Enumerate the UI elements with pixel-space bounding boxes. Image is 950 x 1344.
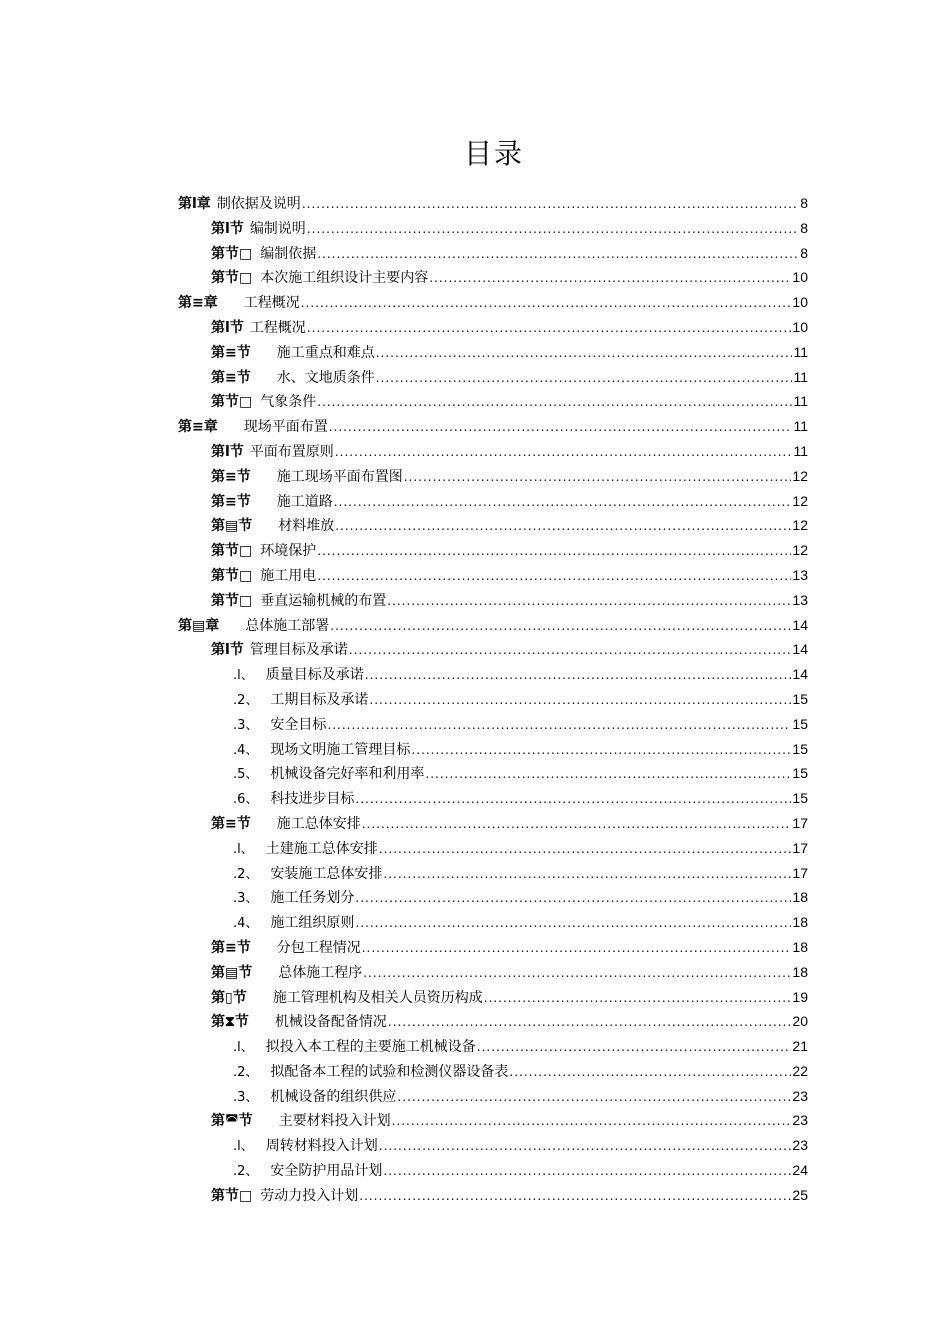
- toc-subsection-entry[interactable]: [178, 761, 808, 786]
- toc-page-number: 18: [792, 889, 808, 906]
- toc-subsection-entry[interactable]: [178, 786, 808, 811]
- toc-page-number: 13: [792, 591, 808, 608]
- toc-entry-title: 机械设备配备情况: [274, 1014, 387, 1031]
- toc-page-number: 12: [792, 467, 808, 484]
- toc-page-number: 15: [792, 740, 808, 757]
- toc-dot-leader: [362, 936, 792, 961]
- toc-section-entry[interactable]: [178, 1009, 808, 1034]
- toc-entry-number: 第节□: [211, 567, 253, 584]
- page-title: 目录: [463, 137, 524, 170]
- toc-dot-leader: [425, 762, 791, 787]
- toc-chapter-entry[interactable]: [178, 414, 808, 439]
- toc-dot-leader: [477, 1035, 792, 1060]
- toc-dot-leader: [307, 316, 792, 341]
- toc-page-number: 23: [792, 1137, 808, 1154]
- toc-dot-leader: [317, 242, 799, 267]
- toc-subsection-entry[interactable]: [178, 885, 808, 910]
- toc-dot-leader: [365, 663, 792, 688]
- toc-entry-title: 现场平面布置: [243, 419, 328, 436]
- toc-entry-number: 第▯节: [211, 989, 247, 1006]
- toc-page-number: 24: [792, 1162, 808, 1179]
- toc-entry-title: 安全目标: [270, 716, 327, 733]
- toc-dot-leader: [363, 961, 791, 986]
- toc-section-entry[interactable]: [178, 985, 808, 1010]
- toc-page-number: 14: [792, 666, 808, 683]
- toc-page-number: 18: [792, 938, 808, 955]
- toc-section-entry[interactable]: [178, 464, 808, 489]
- toc-page-number: 11: [793, 442, 808, 459]
- toc-entry-number: 第◚节: [211, 1113, 253, 1130]
- toc-dot-leader: [369, 688, 791, 713]
- toc-entry-number: 第≡章: [178, 295, 218, 312]
- toc-dot-leader: [379, 1134, 792, 1159]
- toc-section-entry[interactable]: [178, 265, 808, 290]
- toc-page-number: 15: [792, 790, 808, 807]
- toc-section-entry[interactable]: [178, 935, 808, 960]
- toc-page-number: 18: [792, 963, 808, 980]
- toc-entry-number: .5、: [233, 767, 259, 783]
- toc-page-number: 11: [793, 368, 808, 385]
- toc-entry-number: 第节□: [211, 543, 253, 560]
- toc-dot-leader: [335, 440, 793, 465]
- toc-dot-leader: [383, 862, 791, 887]
- toc-dot-leader: [327, 713, 791, 738]
- toc-page-number: 12: [792, 517, 808, 534]
- toc-entry-number: .3、: [233, 891, 259, 907]
- toc-subsection-entry[interactable]: [178, 1059, 808, 1084]
- toc-section-entry[interactable]: [178, 538, 808, 563]
- toc-entry-number: 第节□: [211, 394, 253, 411]
- toc-page-number: 15: [792, 715, 808, 732]
- toc-dot-leader: [359, 1184, 791, 1209]
- toc-page-number: 8: [800, 219, 808, 236]
- toc-entry-title: 管理目标及承诺: [249, 642, 348, 659]
- toc-entry-title: 拟投入本工程的主要施工机械设备: [265, 1039, 476, 1056]
- toc-page-number: 17: [792, 839, 808, 856]
- toc-entry-number: .4、: [233, 742, 259, 758]
- toc-entry-number: .l、: [233, 841, 254, 857]
- toc-chapter-entry[interactable]: [178, 613, 808, 638]
- toc-entry-title: 施工用电: [260, 567, 317, 584]
- toc-entry-number: .l、: [233, 1139, 254, 1155]
- toc-entry-title: 总体施工程序: [278, 964, 363, 981]
- toc-entry-title: 环境保护: [260, 543, 317, 560]
- toc-section-entry[interactable]: [178, 241, 808, 266]
- toc-section-entry[interactable]: [178, 489, 808, 514]
- toc-entry-number: .2、: [233, 1164, 259, 1180]
- toc-entry-number: .l、: [233, 1040, 254, 1056]
- toc-dot-leader: [387, 589, 791, 614]
- toc-dot-leader: [317, 539, 791, 564]
- toc-entry-title: 施工总体安排: [276, 815, 361, 832]
- toc-entry-number: .6、: [233, 792, 259, 808]
- toc-page-number: 12: [792, 492, 808, 509]
- toc-entry-number: 第节□: [211, 270, 253, 287]
- toc-section-entry[interactable]: [178, 513, 808, 538]
- toc-entry-number: 第≡节: [211, 939, 251, 956]
- toc-entry-title: 周转材料投入计划: [265, 1138, 378, 1155]
- toc-entry-title: 平面布置原则: [249, 443, 334, 460]
- toc-dot-leader: [376, 341, 793, 366]
- toc-dot-leader: [335, 514, 791, 539]
- toc-section-entry[interactable]: [178, 389, 808, 414]
- toc-section-entry[interactable]: [178, 365, 808, 390]
- toc-dot-leader: [355, 911, 791, 936]
- toc-subsection-entry[interactable]: [178, 712, 808, 737]
- toc-dot-leader: [383, 1159, 791, 1184]
- toc-entry-number: 第节□: [211, 592, 253, 609]
- toc-dot-leader: [388, 1010, 792, 1035]
- toc-entry-title: 施工管理机构及相关人员资历构成: [272, 989, 483, 1006]
- toc-entry-title: 制依据及说明: [216, 196, 301, 212]
- toc-entry-number: 第≡节: [211, 468, 251, 485]
- toc-page-number: 14: [792, 641, 808, 658]
- toc-entry-number: .3、: [233, 717, 259, 733]
- toc-entry-number: 第l章: [178, 196, 211, 212]
- toc-entry-title: 施工组织原则: [270, 915, 355, 932]
- toc-entry-number: 第l节: [211, 319, 244, 336]
- toc-chapter-entry[interactable]: [178, 290, 808, 315]
- toc-section-entry[interactable]: [178, 315, 808, 340]
- toc-section-entry[interactable]: [178, 588, 808, 613]
- toc-dot-leader: [429, 266, 791, 291]
- toc-entry-title: 施工道路: [276, 493, 333, 510]
- toc-entry-title: 本次施工组织设计主要内容: [260, 270, 429, 287]
- toc-entry-number: 第≡节: [211, 493, 251, 510]
- toc-dot-leader: [307, 217, 799, 242]
- toc-subsection-entry[interactable]: [178, 1133, 808, 1158]
- toc-dot-leader: [301, 291, 792, 316]
- toc-entry-number: 第≡节: [211, 344, 251, 361]
- toc-entry-title: 分包工程情况: [276, 939, 361, 956]
- toc-page-number: 10: [792, 318, 808, 335]
- toc-page-number: 17: [792, 864, 808, 881]
- toc-page-number: 21: [792, 1038, 808, 1055]
- toc-entry-title: 机械设备完好率和利用率: [270, 766, 425, 783]
- toc-entry-title: 劳动力投入计划: [260, 1187, 359, 1204]
- toc-dot-leader: [349, 638, 792, 663]
- toc-dot-leader: [411, 738, 791, 763]
- toc-dot-leader: [379, 837, 792, 862]
- toc-dot-leader: [330, 614, 791, 639]
- toc-entry-title: 施工任务划分: [270, 890, 355, 907]
- toc-page-number: 23: [792, 1087, 808, 1104]
- toc-subsection-entry[interactable]: [178, 836, 808, 861]
- toc-entry-title: 土建施工总体安排: [265, 840, 378, 857]
- toc-section-entry[interactable]: [178, 1108, 808, 1133]
- toc-page-number: 20: [792, 1013, 808, 1030]
- toc-section-entry[interactable]: [178, 340, 808, 365]
- toc-entry-title: 科技进步目标: [270, 791, 355, 808]
- toc-entry-number: 第▤节: [211, 518, 253, 535]
- toc-page-number: 19: [792, 988, 808, 1005]
- toc-dot-leader: [334, 490, 792, 515]
- toc-page-number: 11: [793, 393, 808, 410]
- toc-entry-number: .l、: [233, 668, 254, 684]
- toc-section-entry[interactable]: [178, 439, 808, 464]
- toc-entry-title: 工程概况: [243, 295, 300, 312]
- toc-page-number: 8: [800, 244, 808, 261]
- toc-subsection-entry[interactable]: [178, 1034, 808, 1059]
- toc-entry-title: 质量目标及承诺: [265, 667, 364, 684]
- toc-page-number: 13: [792, 566, 808, 583]
- toc-page-number: 10: [792, 294, 808, 311]
- toc-entry-number: .2、: [233, 866, 259, 882]
- table-of-contents: [178, 191, 808, 1208]
- toc-entry-number: 第≡节: [211, 815, 251, 832]
- toc-dot-leader: [509, 1060, 791, 1085]
- toc-page-number: 15: [792, 690, 808, 707]
- toc-section-entry[interactable]: [178, 637, 808, 662]
- toc-entry-title: 材料堆放: [278, 518, 335, 535]
- toc-entry-number: 第▤章: [178, 617, 220, 634]
- toc-subsection-entry[interactable]: [178, 861, 808, 886]
- toc-entry-number: 第节□: [211, 1187, 253, 1204]
- toc-page-number: 18: [792, 914, 808, 931]
- toc-entry-title: 拟配备本工程的试验和检测仪器设备表: [270, 1063, 509, 1080]
- toc-dot-leader: [397, 1085, 791, 1110]
- toc-entry-title: 主要材料投入计划: [278, 1113, 391, 1130]
- toc-dot-leader: [362, 812, 792, 837]
- toc-section-entry[interactable]: [178, 811, 808, 836]
- toc-entry-title: 总体施工部署: [245, 617, 330, 634]
- toc-page-number: 10: [792, 269, 808, 286]
- toc-dot-leader: [302, 192, 799, 217]
- toc-dot-leader: [317, 390, 792, 415]
- toc-page-number: 17: [792, 814, 808, 831]
- toc-section-entry[interactable]: [178, 1183, 808, 1208]
- toc-entry-title: 机械设备的组织供应: [270, 1088, 397, 1105]
- toc-subsection-entry[interactable]: [178, 737, 808, 762]
- toc-entry-title: 施工现场平面布置图: [276, 468, 403, 485]
- toc-page-number: 25: [792, 1186, 808, 1203]
- toc-entry-title: 现场文明施工管理目标: [270, 741, 411, 758]
- toc-entry-title: 水、文地质条件: [276, 369, 375, 386]
- toc-entry-title: 安全防护用品计划: [270, 1163, 383, 1180]
- toc-entry-title: 垂直运输机械的布置: [260, 592, 387, 609]
- toc-chapter-entry[interactable]: [178, 191, 808, 216]
- toc-dot-leader: [355, 787, 791, 812]
- toc-page-number: 11: [793, 418, 808, 435]
- toc-entry-number: 第≡节: [211, 369, 251, 386]
- toc-page-number: 14: [792, 616, 808, 633]
- toc-entry-number: 第l节: [211, 443, 244, 460]
- toc-entry-number: .2、: [233, 1064, 259, 1080]
- toc-entry-title: 安装施工总体安排: [270, 865, 383, 882]
- toc-section-entry[interactable]: [178, 960, 808, 985]
- toc-subsection-entry[interactable]: [178, 1084, 808, 1109]
- toc-entry-number: .2、: [233, 692, 259, 708]
- toc-page-number: 11: [793, 343, 808, 360]
- toc-page-number: 22: [792, 1062, 808, 1079]
- toc-entry-title: 施工重点和难点: [276, 344, 375, 361]
- toc-entry-number: 第l节: [211, 220, 244, 237]
- toc-dot-leader: [329, 415, 793, 440]
- toc-subsection-entry[interactable]: [178, 687, 808, 712]
- toc-entry-number: 第▤节: [211, 964, 253, 981]
- toc-page-number: 15: [792, 765, 808, 782]
- toc-entry-number: .3、: [233, 1089, 259, 1105]
- toc-page-number: 8: [800, 195, 808, 211]
- toc-entry-number: 第l节: [211, 642, 244, 659]
- toc-entry-title: 编制依据: [260, 245, 317, 262]
- toc-dot-leader: [484, 986, 792, 1011]
- toc-subsection-entry[interactable]: [178, 910, 808, 935]
- toc-entry-number: 第⧗节: [211, 1014, 249, 1031]
- toc-entry-title: 编制说明: [249, 220, 306, 237]
- toc-entry-number: .4、: [233, 916, 259, 932]
- toc-entry-title: 气象条件: [260, 394, 317, 411]
- toc-dot-leader: [376, 366, 793, 391]
- toc-subsection-entry[interactable]: [178, 1158, 808, 1183]
- toc-entry-title: 工程概况: [249, 319, 306, 336]
- toc-page-number: 12: [792, 542, 808, 559]
- toc-dot-leader: [392, 1109, 792, 1134]
- toc-subsection-entry[interactable]: [178, 662, 808, 687]
- toc-page-number: 23: [792, 1112, 808, 1129]
- toc-entry-number: 第节□: [211, 245, 253, 262]
- toc-entry-number: 第≡章: [178, 419, 218, 436]
- toc-dot-leader: [355, 886, 791, 911]
- toc-entry-title: 工期目标及承诺: [270, 691, 369, 708]
- toc-dot-leader: [317, 564, 791, 589]
- toc-dot-leader: [404, 465, 792, 490]
- toc-section-entry[interactable]: [178, 563, 808, 588]
- toc-section-entry[interactable]: [178, 216, 808, 241]
